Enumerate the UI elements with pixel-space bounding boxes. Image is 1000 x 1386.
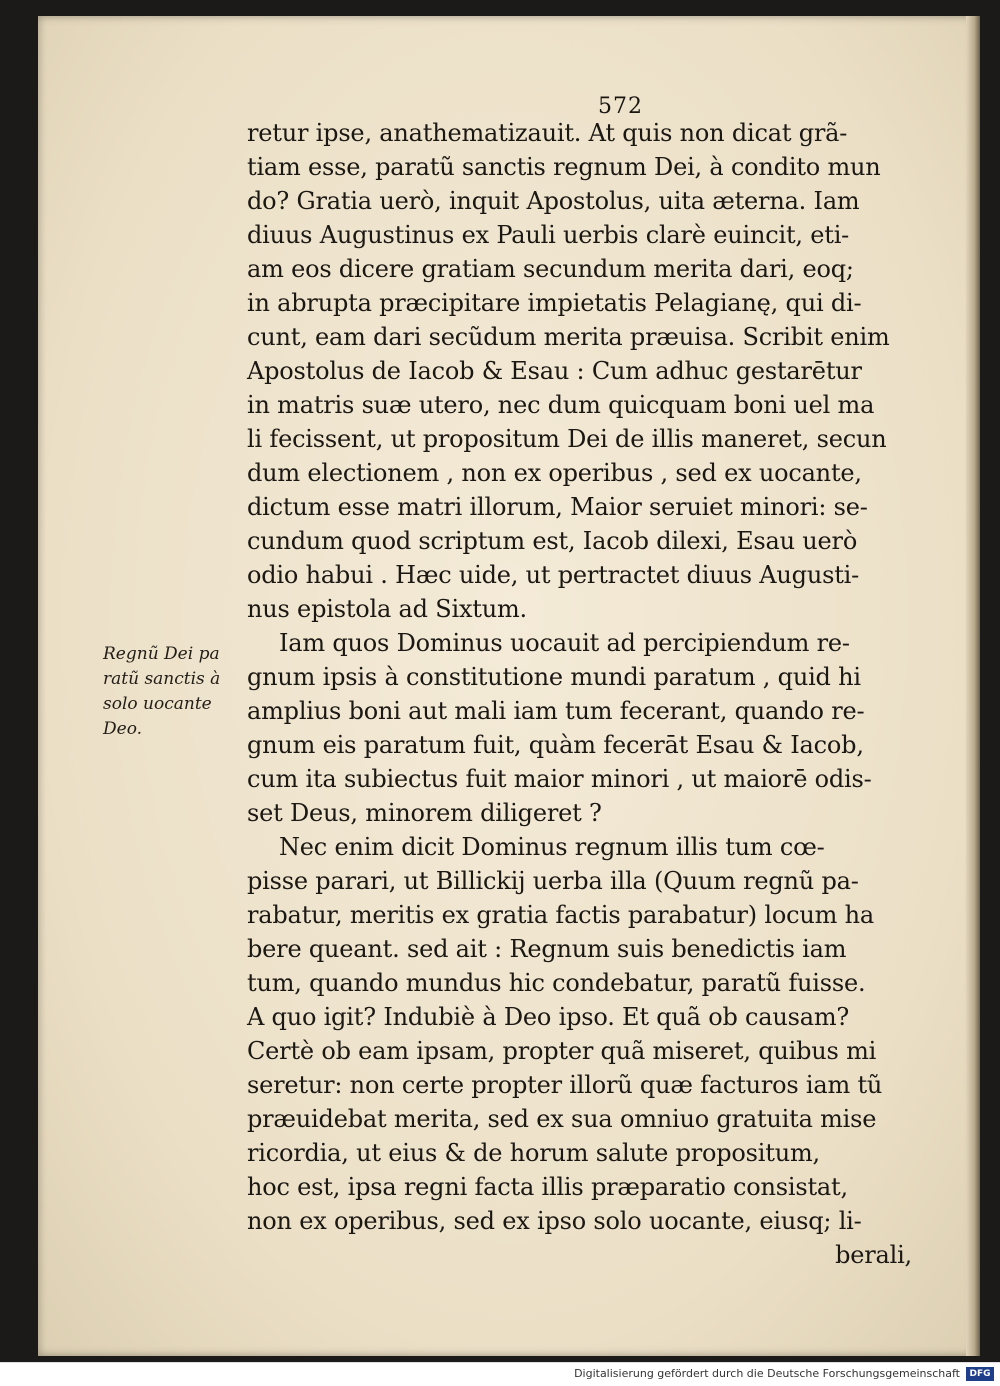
text-line: hoc est, ipsa regni facta illis præparatio consistat, <box>247 1173 848 1201</box>
page-number: 572 <box>598 94 643 119</box>
funding-credit: Digitalisierung gefördert durch die Deutsche Forschungsgemeinschaft <box>574 1367 960 1380</box>
text-line: Iam quos Dominus uocauit ad percipiendum re- <box>279 629 850 657</box>
text-line: A quo igit? Indubiè à Deo ipso. Et quã ob causam? <box>247 1003 850 1031</box>
text-line: tum, quando mundus hic condebatur, paratũ fuisse. <box>247 969 866 997</box>
text-line: cum ita subiectus fuit maior minori , ut maiorē odis- <box>247 765 872 793</box>
text-line: nus epistola ad Sixtum. <box>247 595 527 623</box>
text-line: pisse parari, ut Billickij uerba illa (Quum regnũ pa- <box>247 867 859 895</box>
text-line: li fecissent, ut propositum Dei de illis maneret, secun <box>247 425 887 453</box>
text-line: rabatur, meritis ex gratia factis parabatur) locum ha <box>247 901 874 929</box>
text-line: præuidebat merita, sed ex sua omniuo gratuita mise <box>247 1105 877 1133</box>
text-line: dum electionem , non ex operibus , sed ex uocante, <box>247 459 862 487</box>
main-text-block <box>247 116 912 1272</box>
text-line: Certè ob eam ipsam, propter quã miseret, quibus mi <box>247 1037 877 1065</box>
text-line: in matris suæ utero, nec dum quicquam boni uel ma <box>247 391 875 419</box>
text-line: cundum quod scriptum est, Iacob dilexi, Esau uerò <box>247 527 858 555</box>
text-line: am eos dicere gratiam secundum merita dari, eoq; <box>247 255 854 283</box>
page-edge-shadow <box>966 16 980 1356</box>
text-line: cunt, eam dari secũdum merita præuisa. Scribit enim <box>247 323 890 351</box>
text-line: seretur: non certe propter illorũ quæ facturos iam tũ <box>247 1071 883 1099</box>
text-line: Nec enim dicit Dominus regnum illis tum cœ- <box>279 833 825 861</box>
text-line: non ex operibus, sed ex ipso solo uocante, eiusq; li- <box>247 1207 862 1235</box>
text-line: berali, <box>835 1241 912 1269</box>
text-line: diuus Augustinus ex Pauli uerbis clarè euincit, eti- <box>247 221 850 249</box>
text-line: gnum ipsis à constitutione mundi paratum , quid hi <box>247 663 861 691</box>
text-line: Apostolus de Iacob & Esau : Cum adhuc gestarētur <box>247 357 862 385</box>
text-line: retur ipse, anathematizauit. At quis non dicat grã- <box>247 119 848 147</box>
text-line: tiam esse, paratũ sanctis regnum Dei, à condito mun <box>247 153 881 181</box>
text-line: do? Gratia uerò, inquit Apostolus, uita æterna. Iam <box>247 187 860 215</box>
marginal-note-line: Regnũ Dei pa <box>103 644 220 664</box>
text-line: odio habui . Hæc uide, ut pertractet diuus Augusti- <box>247 561 860 589</box>
marginal-note-line: solo uocante <box>103 694 212 714</box>
text-line: bere queant. sed ait : Regnum suis benedictis iam <box>247 935 847 963</box>
footer-bar <box>0 1362 1000 1386</box>
text-line: dictum esse matri illorum, Maior seruiet minori: se- <box>247 493 868 521</box>
marginal-note <box>103 642 253 742</box>
text-line: ricordia, ut eius & de horum salute propositum, <box>247 1139 820 1167</box>
marginal-note-line: ratũ sanctis à <box>103 669 221 689</box>
text-line: gnum eis paratum fuit, quàm fecerāt Esau & Iacob, <box>247 731 864 759</box>
dfg-logo: DFG <box>966 1367 994 1381</box>
text-line: amplius boni aut mali iam tum fecerant, quando re- <box>247 697 865 725</box>
text-line: set Deus, minorem diligeret ? <box>247 799 602 827</box>
marginal-note-line: Deo. <box>103 719 143 739</box>
text-line: in abrupta præcipitare impietatis Pelagianę, qui di- <box>247 289 862 317</box>
